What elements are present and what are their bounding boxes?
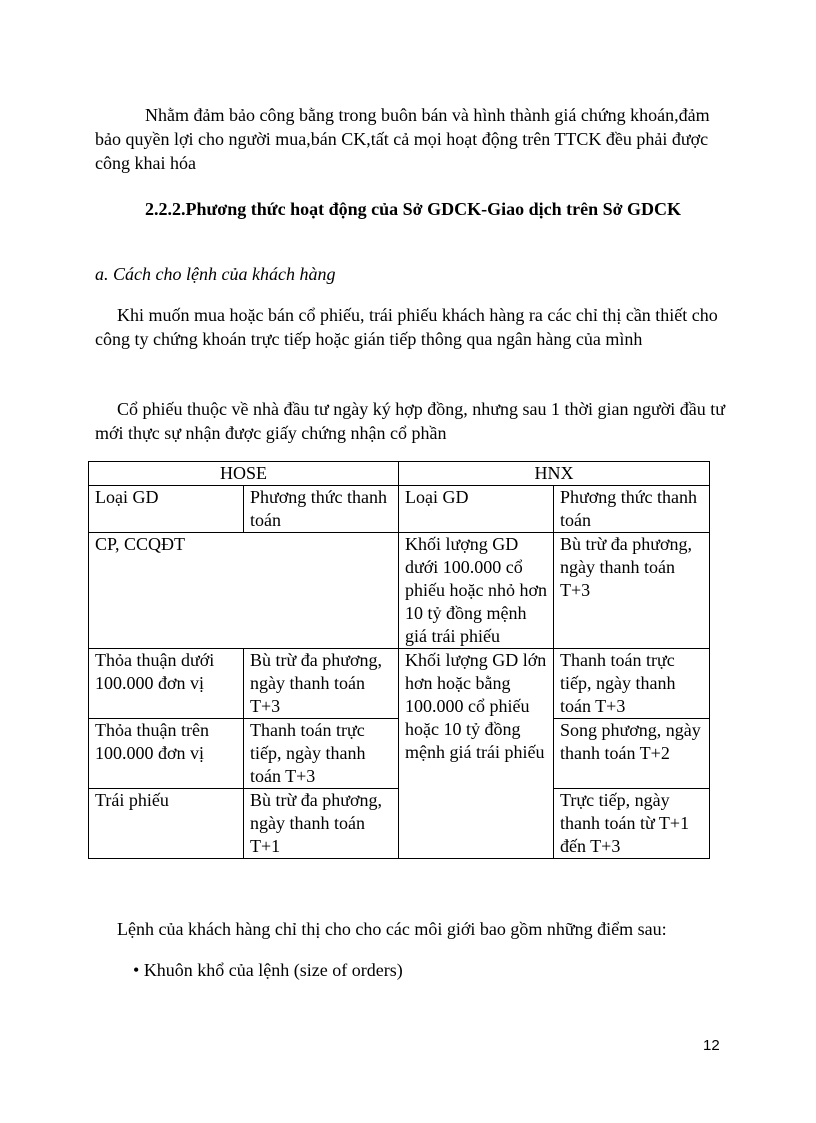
- hose-r1-type: CP, CCQĐT: [89, 533, 399, 649]
- section-heading: 2.2.2.Phương thức hoạt động của Sở GDCK-Giao dịch trên Sở GDCK: [145, 199, 682, 219]
- hose-r4-payment: Bù trừ đa phương, ngày thanh toán T+1: [244, 789, 399, 859]
- hnx-r2-type: Khối lượng GD lớn hơn hoặc bằng 100.000 cổ phiếu hoặc 10 tỷ đồng mệnh giá trái phiếu: [399, 649, 554, 859]
- hnx-col-type: Loại GD: [399, 486, 554, 533]
- hnx-r4-payment: Trực tiếp, ngày thanh toán từ T+1 đến T+3: [554, 789, 710, 859]
- bullet-item: [133, 958, 403, 982]
- paragraph-order-points: Lệnh của khách hàng chỉ thị cho cho các môi giới bao gồm những điểm sau:: [117, 919, 667, 939]
- hose-r2-type: Thỏa thuận dưới 100.000 đơn vị: [89, 649, 244, 719]
- bullet-symbol: •: [133, 960, 140, 980]
- table-row: [89, 649, 710, 719]
- hnx-r2-payment: Thanh toán trực tiếp, ngày thanh toán T+3: [554, 649, 710, 719]
- table-row: [89, 462, 710, 486]
- paragraph-share-ownership: Cổ phiếu thuộc về nhà đầu tư ngày ký hợp đồng, nhưng sau 1 thời gian người đầu tư mới thực sự nhận được giấy chứng nhận cổ phần: [95, 399, 726, 443]
- hnx-r1-payment: Bù trừ đa phương, ngày thanh toán T+3: [554, 533, 710, 649]
- subsection-heading: a. Cách cho lệnh của khách hàng: [95, 264, 336, 284]
- hnx-r3-payment: Song phương, ngày thanh toán T+2: [554, 719, 710, 789]
- table-row: [89, 486, 710, 533]
- hose-header: HOSE: [89, 462, 399, 486]
- intro-paragraph: Nhằm đảm bảo công bằng trong buôn bán và hình thành giá chứng khoán,đảm bảo quyền lợi cho người mua,bán CK,tất cả mọi hoạt động trên TTCK đều phải được công khai hóa: [95, 105, 710, 173]
- hose-r3-payment: Thanh toán trực tiếp, ngày thanh toán T+3: [244, 719, 399, 789]
- hnx-header: HNX: [399, 462, 710, 486]
- settlement-table: [88, 461, 710, 859]
- hnx-col-payment: Phương thức thanh toán: [554, 486, 710, 533]
- hose-col-payment: Phương thức thanh toán: [244, 486, 399, 533]
- hnx-r1-type: Khối lượng GD dưới 100.000 cổ phiếu hoặc nhỏ hơn 10 tỷ đồng mệnh giá trái phiếu: [399, 533, 554, 649]
- hose-r3-type: Thỏa thuận trên 100.000 đơn vị: [89, 719, 244, 789]
- paragraph-order-instructions: Khi muốn mua hoặc bán cổ phiếu, trái phiếu khách hàng ra các chỉ thị cần thiết cho công ty chứng khoán trực tiếp hoặc gián tiếp thông qua ngân hàng của mình: [95, 305, 718, 349]
- hose-r2-payment: Bù trừ đa phương, ngày thanh toán T+3: [244, 649, 399, 719]
- page-number: 12: [703, 1037, 720, 1054]
- bullet-text: Khuôn khổ của lệnh (size of orders): [143, 960, 403, 980]
- table-row: [89, 533, 710, 649]
- hose-col-type: Loại GD: [89, 486, 244, 533]
- hose-r4-type: Trái phiếu: [89, 789, 244, 859]
